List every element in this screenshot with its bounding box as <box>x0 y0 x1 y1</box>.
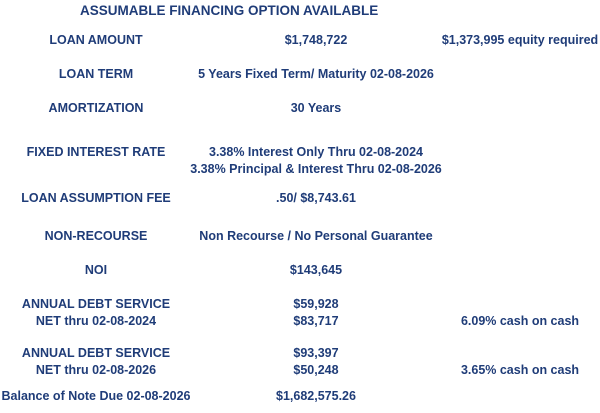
loan-term-label: LOAN TERM <box>58 67 134 81</box>
cash-on-cash-2024-note: 6.09% cash on cash <box>460 314 580 328</box>
non-recourse-label: NON-RECOURSE <box>44 229 148 243</box>
debt-service-2026-label: ANNUAL DEBT SERVICE <box>21 346 171 360</box>
balance-due-value: $1,682,575.26 <box>276 389 356 403</box>
loan-term-value: 5 Years Fixed Term/ Maturity 02-08-2026 <box>198 67 434 81</box>
amortization-value: 30 Years <box>290 101 342 115</box>
cash-on-cash-2026-note: 3.65% cash on cash <box>460 363 580 377</box>
loan-amount-value: $1,748,722 <box>284 33 348 47</box>
debt-service-2026-value: $93,397 <box>293 346 339 360</box>
debt-service-2024-label: ANNUAL DEBT SERVICE <box>21 297 171 311</box>
page-heading: ASSUMABLE FINANCING OPTION AVAILABLE <box>80 3 379 18</box>
net-2026-label: NET thru 02-08-2026 <box>35 363 157 377</box>
amortization-label: AMORTIZATION <box>48 101 144 115</box>
net-2024-value: $83,717 <box>293 314 339 328</box>
interest-rate-label: FIXED INTEREST RATE <box>26 145 166 159</box>
net-2024-label: NET thru 02-08-2024 <box>35 314 157 328</box>
net-2026-value: $50,248 <box>293 363 339 377</box>
loan-amount-label: LOAN AMOUNT <box>49 33 143 47</box>
balance-due-label: Balance of Note Due 02-08-2026 <box>1 389 191 403</box>
assumption-fee-value: .50/ $8,743.61 <box>276 191 356 205</box>
noi-value: $143,645 <box>289 263 343 277</box>
equity-required-note: $1,373,995 equity required <box>441 33 599 47</box>
noi-label: NOI <box>84 263 108 277</box>
interest-rate-line-2: 3.38% Principal & Interest Thru 02-08-2026 <box>190 162 442 176</box>
non-recourse-value: Non Recourse / No Personal Guarantee <box>199 229 433 243</box>
assumption-fee-label: LOAN ASSUMPTION FEE <box>21 191 171 205</box>
interest-rate-line-1: 3.38% Interest Only Thru 02-08-2024 <box>209 145 423 159</box>
debt-service-2024-value: $59,928 <box>293 297 339 311</box>
